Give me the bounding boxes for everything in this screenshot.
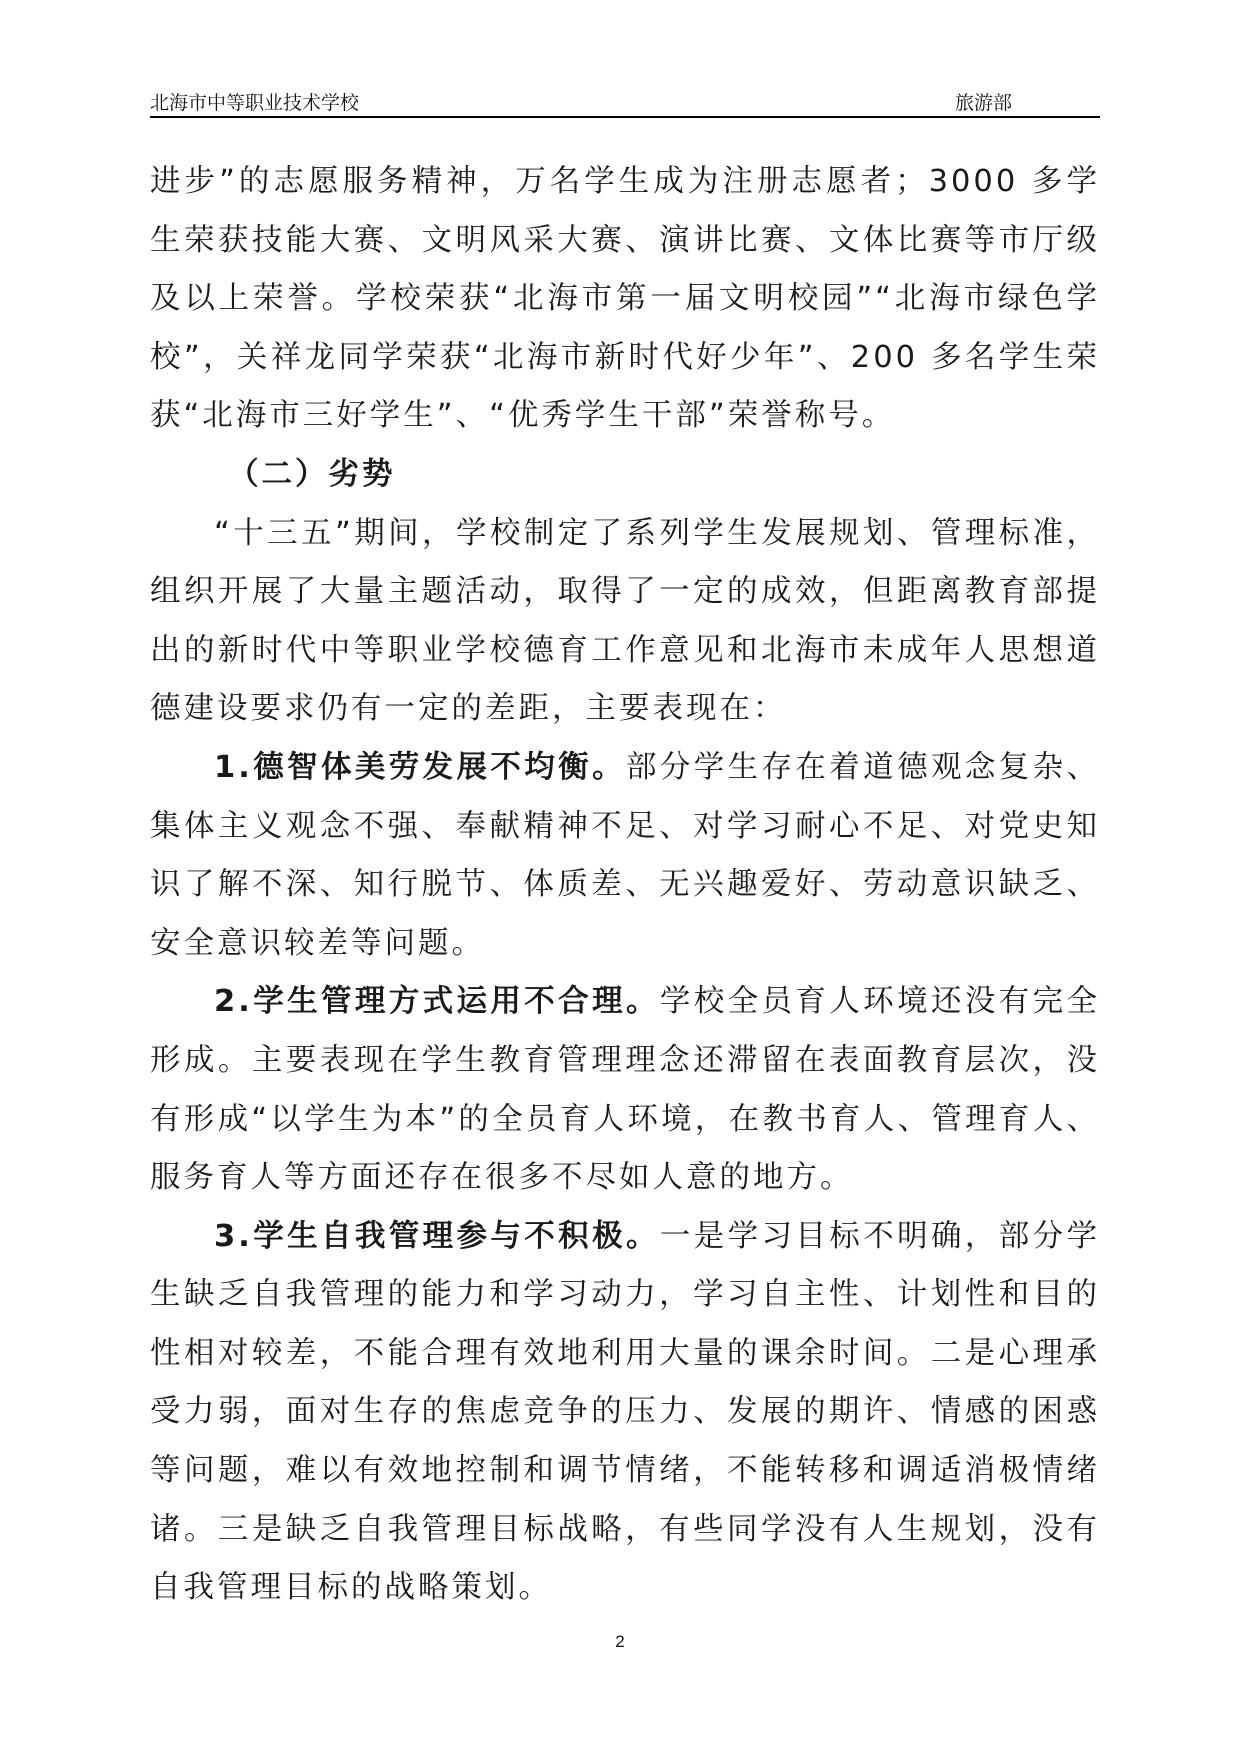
section-heading: （二）劣势 — [228, 456, 396, 492]
list-item-title: 1.德智体美劳发展不均衡。 — [214, 749, 626, 785]
list-item — [150, 739, 1100, 973]
list-item-text: 学校全员育人环境还没有完全形成。主要表现在学生教育管理理念还滞留在表面教育层次，没有形成“以学生为本”的全员育人环境，在教书育人、管理育人、服务育人等方面还存在很多不尽如人意的地方。 — [150, 984, 1101, 1196]
list-item-title: 3.学生自我管理参与不积极。 — [214, 1218, 660, 1254]
list-item-text: 一是学习目标不明确，部分学生缺乏自我管理的能力和学习动力，学习自主性、计划性和目的性相对较差，不能合理有效地利用大量的课余时间。二是心理承受力弱，面对生存的焦虑竞争的压力、发展的期许、情感的困惑等问题，难以有效地控制和调节情绪，不能转移和调适消极情绪诸。三是缺乏自我管理目标战略，有些同学没有人生规划，没有自我管理目标的战略策划。 — [150, 1218, 1101, 1606]
header-department: 旅游部 — [954, 92, 1012, 114]
list-item — [150, 973, 1100, 1207]
page-header — [150, 86, 1100, 118]
list-item — [150, 1208, 1100, 1618]
document-body — [150, 153, 1100, 1618]
list-item-title: 2.学生管理方式运用不合理。 — [214, 984, 660, 1020]
intro-paragraph: 进步”的志愿服务精神，万名学生成为注册志愿者；3000 多学生荣获技能大赛、文明风采大赛、演讲比赛、文体比赛等市厅级及以上荣誉。学校荣获“北海市第一届文明校园”“北海市绿色学校”，关祥龙同学荣获“北海市新时代好少年”、200 多名学生荣获“北海市三好学生”、“优秀学生干部”荣誉称号。 — [150, 164, 1100, 434]
header-school-name: 北海市中等职业技术学校 — [150, 92, 360, 114]
list-item-text: 部分学生存在着道德观念复杂、集体主义观念不强、奉献精神不足、对学习耐心不足、对党史知识了解不深、知行脱节、体质差、无兴趣爱好、劳动意识缺乏、安全意识较差等问题。 — [150, 749, 1101, 961]
section-intro-paragraph: “十三五”期间，学校制定了系列学生发展规划、管理标准，组织开展了大量主题活动，取得了一定的成效，但距离教育部提出的新时代中等职业学校德育工作意见和北海市未成年人思想道德建设要求仍有一定的差距，主要表现在： — [150, 515, 1100, 727]
page-number: 2 — [615, 1632, 625, 1651]
